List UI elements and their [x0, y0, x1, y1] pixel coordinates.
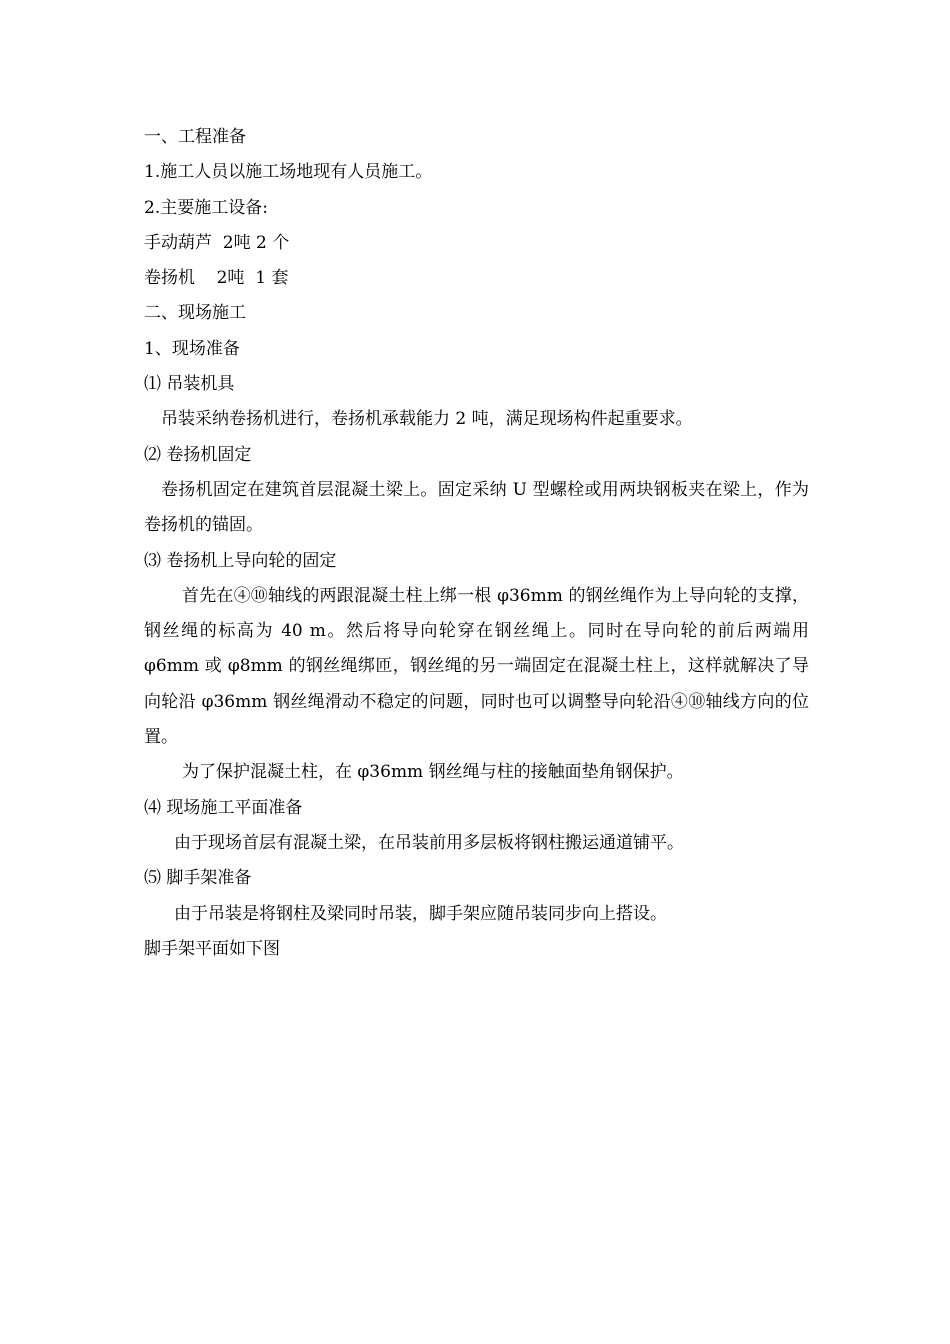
text-line: 2.主要施工设备: — [144, 197, 268, 218]
equipment-item: 卷扬机 2吨 1 套 — [144, 268, 289, 289]
item-heading: ⑴ 吊装机具 — [144, 374, 235, 395]
item-heading: ⑵ 卷扬机固定 — [144, 444, 252, 465]
paragraph: 卷扬机固定在建筑首层混凝土梁上。固定采纳 U 型螺栓或用两块钢板夹在梁上，作为卷扬机的锚固。 — [144, 479, 809, 536]
paragraph: 为了保护混凝土柱，在 φ36mm 钢丝绳与柱的接触面垫角钢保护。 — [182, 762, 684, 783]
paragraph: 由于现场首层有混凝土梁，在吊装前用多层板将钢柱搬运通道铺平。 — [174, 832, 684, 853]
text-line: 脚手架平面如下图 — [144, 938, 280, 959]
paragraph: 吊装采纳卷扬机进行，卷扬机承载能力 2 吨，满足现场构件起重要求。 — [161, 409, 693, 430]
item-heading: ⑸ 脚手架准备 — [144, 868, 252, 889]
item-heading: ⑶ 卷扬机上导向轮的固定 — [144, 550, 337, 571]
section-heading-2: 二、现场施工 — [144, 303, 246, 324]
item-heading: ⑷ 现场施工平面准备 — [144, 797, 303, 818]
section-heading-1: 一、工程准备 — [144, 127, 246, 147]
equipment-item: 手动葫芦 2吨 2 个 — [144, 232, 290, 253]
document-body — [144, 120, 809, 967]
subsection-heading: 1、现场准备 — [144, 338, 240, 359]
paragraph: 由于吊装是将钢柱及梁同时吊装，脚手架应随吊装同步向上搭设。 — [174, 903, 667, 924]
text-line: 1.施工人员以施工场地现有人员施工。 — [144, 162, 433, 183]
paragraph: 首先在④⑩轴线的两跟混凝土柱上绑一根 φ36mm 的钢丝绳作为上导向轮的支撑，钢丝绳的标高为 40 m。然后将导向轮穿在钢丝绳上。同时在导向轮的前后两端用 φ6mm 或 φ8mm 的钢丝绳绑匝，钢丝绳的另一端固定在混凝土柱上，这样就解决了导向轮沿 φ36mm 钢丝绳滑动不稳定的问题，同时也可以调整导向轮沿④⑩轴线方向的位置。 — [144, 585, 809, 748]
